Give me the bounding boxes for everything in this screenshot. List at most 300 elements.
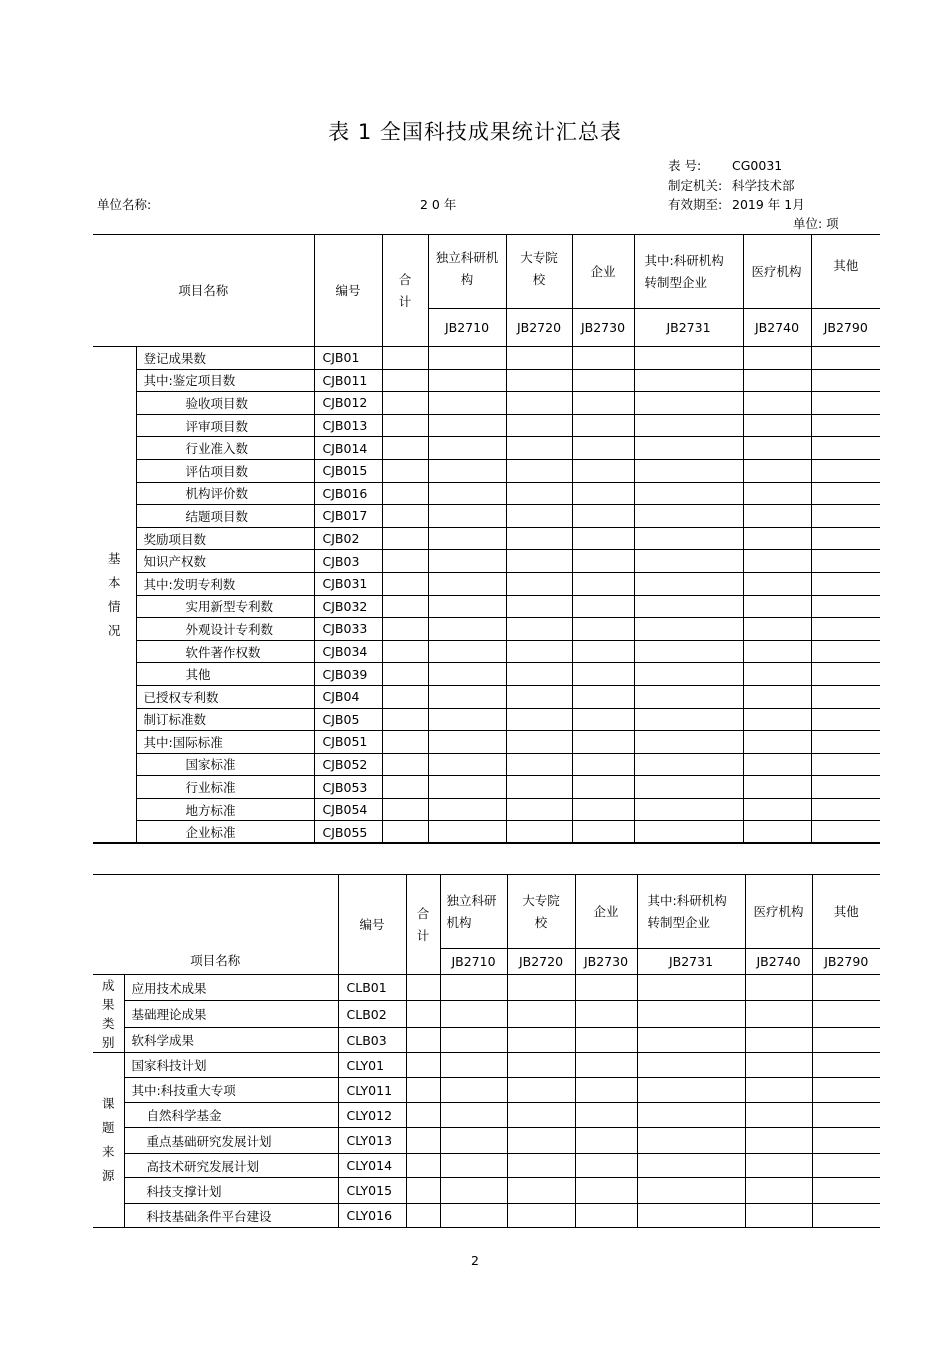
- row-code: CJB012: [314, 392, 382, 415]
- header-enterprise: 企业: [572, 235, 634, 309]
- value-cell[interactable]: [743, 392, 811, 415]
- table-row: [93, 1001, 880, 1028]
- table-row: [93, 776, 880, 799]
- value-cell[interactable]: [634, 776, 743, 799]
- value-cell[interactable]: [440, 1154, 507, 1178]
- value-cell[interactable]: [637, 1078, 745, 1103]
- value-cell[interactable]: [428, 685, 506, 708]
- value-cell[interactable]: [812, 1028, 880, 1053]
- value-cell[interactable]: [634, 482, 743, 505]
- value-cell[interactable]: [382, 595, 428, 618]
- value-cell[interactable]: [440, 1028, 507, 1053]
- value-cell[interactable]: [507, 1053, 575, 1078]
- row-item-name: 科技基础条件平台建设: [124, 1204, 338, 1228]
- value-cell[interactable]: [811, 572, 880, 595]
- value-cell[interactable]: [382, 459, 428, 482]
- value-cell[interactable]: [743, 595, 811, 618]
- value-cell[interactable]: [572, 527, 634, 550]
- value-cell[interactable]: [382, 437, 428, 460]
- value-cell[interactable]: [428, 572, 506, 595]
- value-cell[interactable]: [428, 347, 506, 370]
- value-cell[interactable]: [440, 1178, 507, 1204]
- table-row: [93, 1128, 880, 1154]
- value-cell[interactable]: [406, 1028, 440, 1053]
- row-item-name: 企业标准: [136, 821, 314, 844]
- value-cell[interactable]: [506, 414, 572, 437]
- value-cell[interactable]: [812, 1128, 880, 1154]
- value-cell[interactable]: [745, 1103, 812, 1128]
- value-cell[interactable]: [634, 708, 743, 731]
- value-cell[interactable]: [572, 482, 634, 505]
- value-cell[interactable]: [634, 550, 743, 573]
- authority-label: 制定机关:: [668, 178, 723, 193]
- value-cell[interactable]: [506, 392, 572, 415]
- row-item-name: 已授权专利数: [136, 685, 314, 708]
- value-cell[interactable]: [575, 1103, 637, 1128]
- value-cell[interactable]: [637, 1204, 745, 1228]
- value-cell[interactable]: [507, 1154, 575, 1178]
- table-row: [93, 640, 880, 663]
- value-cell[interactable]: [637, 1028, 745, 1053]
- table-row: [93, 437, 880, 460]
- table-row: [93, 1204, 880, 1228]
- row-item-name: 验收项目数: [136, 392, 314, 415]
- value-cell[interactable]: [382, 550, 428, 573]
- value-cell[interactable]: [382, 392, 428, 415]
- value-cell[interactable]: [428, 459, 506, 482]
- group-label-basic: 基本情况: [93, 347, 136, 844]
- row-item-name: 国家科技计划: [124, 1053, 338, 1078]
- value-cell[interactable]: [634, 618, 743, 641]
- row-code: CLY014: [338, 1154, 406, 1178]
- value-cell[interactable]: [743, 527, 811, 550]
- value-cell[interactable]: [634, 347, 743, 370]
- value-cell[interactable]: [428, 618, 506, 641]
- row-item-name: 其中:科技重大专项: [124, 1078, 338, 1103]
- header-institute-2: 独立科研机构: [440, 875, 507, 949]
- value-cell[interactable]: [572, 618, 634, 641]
- value-cell[interactable]: [572, 731, 634, 754]
- value-cell[interactable]: [507, 1178, 575, 1204]
- value-cell[interactable]: [743, 459, 811, 482]
- value-cell[interactable]: [811, 414, 880, 437]
- value-cell[interactable]: [428, 776, 506, 799]
- header-total: 合计: [382, 235, 428, 347]
- value-cell[interactable]: [382, 708, 428, 731]
- value-cell[interactable]: [428, 392, 506, 415]
- value-cell[interactable]: [440, 975, 507, 1001]
- value-cell[interactable]: [507, 1128, 575, 1154]
- valid-until: [668, 195, 805, 213]
- value-cell[interactable]: [812, 1178, 880, 1204]
- authority: [668, 176, 795, 194]
- value-cell[interactable]: [634, 572, 743, 595]
- value-cell[interactable]: [506, 550, 572, 573]
- valid-label: 有效期至:: [668, 197, 723, 212]
- row-item-name: 其中:国际标准: [136, 731, 314, 754]
- value-cell[interactable]: [637, 1128, 745, 1154]
- row-item-name: 其他: [136, 663, 314, 686]
- value-cell[interactable]: [812, 975, 880, 1001]
- header-item-name: 项目名称: [93, 235, 314, 347]
- header-medical-2: 医疗机构: [745, 875, 812, 949]
- value-cell[interactable]: [382, 369, 428, 392]
- value-cell[interactable]: [506, 347, 572, 370]
- page-number: 2: [471, 1253, 479, 1268]
- value-cell[interactable]: [743, 663, 811, 686]
- row-code: CJB055: [314, 821, 382, 844]
- value-cell[interactable]: [637, 1154, 745, 1178]
- value-cell[interactable]: [743, 618, 811, 641]
- value-cell[interactable]: [811, 821, 880, 844]
- row-code: CJB013: [314, 414, 382, 437]
- value-cell[interactable]: [382, 663, 428, 686]
- value-cell[interactable]: [382, 731, 428, 754]
- value-cell[interactable]: [743, 414, 811, 437]
- value-cell[interactable]: [811, 505, 880, 528]
- row-code: CLY013: [338, 1128, 406, 1154]
- value-cell[interactable]: [575, 1178, 637, 1204]
- value-cell[interactable]: [575, 1128, 637, 1154]
- value-cell[interactable]: [506, 595, 572, 618]
- value-cell[interactable]: [811, 550, 880, 573]
- value-cell[interactable]: [812, 1053, 880, 1078]
- value-cell[interactable]: [406, 1178, 440, 1204]
- value-cell[interactable]: [743, 753, 811, 776]
- value-cell[interactable]: [812, 1078, 880, 1103]
- value-cell[interactable]: [406, 1128, 440, 1154]
- table-row: [93, 414, 880, 437]
- table-row: [93, 527, 880, 550]
- value-cell[interactable]: [745, 975, 812, 1001]
- value-cell[interactable]: [811, 392, 880, 415]
- value-cell[interactable]: [506, 482, 572, 505]
- value-cell[interactable]: [634, 798, 743, 821]
- value-cell[interactable]: [382, 798, 428, 821]
- value-cell[interactable]: [506, 753, 572, 776]
- value-cell[interactable]: [440, 1053, 507, 1078]
- value-cell[interactable]: [572, 572, 634, 595]
- value-cell[interactable]: [812, 1154, 880, 1178]
- value-cell[interactable]: [811, 437, 880, 460]
- value-cell[interactable]: [506, 437, 572, 460]
- row-code: CJB01: [314, 347, 382, 370]
- value-cell[interactable]: [572, 595, 634, 618]
- value-cell[interactable]: [382, 618, 428, 641]
- value-cell[interactable]: [575, 975, 637, 1001]
- table-row: [93, 482, 880, 505]
- value-cell[interactable]: [572, 821, 634, 844]
- value-cell[interactable]: [812, 1103, 880, 1128]
- value-cell[interactable]: [406, 1078, 440, 1103]
- value-cell[interactable]: [428, 640, 506, 663]
- row-code: CLY011: [338, 1078, 406, 1103]
- table-row: [93, 708, 880, 731]
- value-cell[interactable]: [440, 1204, 507, 1228]
- table-row: [93, 663, 880, 686]
- value-cell[interactable]: [743, 505, 811, 528]
- value-cell[interactable]: [440, 1078, 507, 1103]
- row-code: CJB016: [314, 482, 382, 505]
- value-cell[interactable]: [634, 505, 743, 528]
- value-cell[interactable]: [743, 685, 811, 708]
- value-cell[interactable]: [634, 437, 743, 460]
- value-cell[interactable]: [811, 685, 880, 708]
- value-cell[interactable]: [743, 369, 811, 392]
- value-cell[interactable]: [637, 1001, 745, 1028]
- value-cell[interactable]: [811, 663, 880, 686]
- value-cell[interactable]: [745, 1128, 812, 1154]
- value-cell[interactable]: [745, 1204, 812, 1228]
- value-cell[interactable]: [811, 708, 880, 731]
- value-cell[interactable]: [634, 685, 743, 708]
- header-college-2: 大专院校: [507, 875, 575, 949]
- row-code: CJB015: [314, 459, 382, 482]
- value-cell[interactable]: [428, 550, 506, 573]
- value-cell[interactable]: [745, 1053, 812, 1078]
- table-row: [93, 975, 880, 1001]
- row-item-name: 登记成果数: [136, 347, 314, 370]
- value-cell[interactable]: [572, 663, 634, 686]
- value-cell[interactable]: [743, 640, 811, 663]
- value-cell[interactable]: [506, 731, 572, 754]
- row-code: CJB051: [314, 731, 382, 754]
- value-cell[interactable]: [428, 663, 506, 686]
- value-cell[interactable]: [634, 459, 743, 482]
- value-cell[interactable]: [745, 1154, 812, 1178]
- value-cell[interactable]: [406, 1103, 440, 1128]
- value-cell[interactable]: [572, 505, 634, 528]
- value-cell[interactable]: [506, 527, 572, 550]
- value-cell[interactable]: [506, 663, 572, 686]
- value-cell[interactable]: [382, 640, 428, 663]
- value-cell[interactable]: [745, 1178, 812, 1204]
- value-cell[interactable]: [506, 572, 572, 595]
- value-cell[interactable]: [811, 776, 880, 799]
- row-code: CJB033: [314, 618, 382, 641]
- value-cell[interactable]: [575, 1204, 637, 1228]
- value-cell[interactable]: [634, 663, 743, 686]
- value-cell[interactable]: [811, 753, 880, 776]
- value-cell[interactable]: [572, 753, 634, 776]
- value-cell[interactable]: [743, 821, 811, 844]
- value-cell[interactable]: [575, 1078, 637, 1103]
- value-cell[interactable]: [382, 776, 428, 799]
- value-cell[interactable]: [428, 731, 506, 754]
- value-cell[interactable]: [637, 1103, 745, 1128]
- value-cell[interactable]: [811, 347, 880, 370]
- summary-table-category: [93, 874, 880, 1228]
- value-cell[interactable]: [811, 527, 880, 550]
- value-cell[interactable]: [634, 821, 743, 844]
- row-item-name: 知识产权数: [136, 550, 314, 573]
- value-cell[interactable]: [634, 731, 743, 754]
- value-cell[interactable]: [382, 347, 428, 370]
- value-cell[interactable]: [440, 1128, 507, 1154]
- value-cell[interactable]: [743, 437, 811, 460]
- value-cell[interactable]: [507, 1028, 575, 1053]
- value-cell[interactable]: [572, 685, 634, 708]
- value-cell[interactable]: [428, 482, 506, 505]
- value-cell[interactable]: [382, 482, 428, 505]
- value-cell[interactable]: [743, 347, 811, 370]
- header-other: 其他: [811, 235, 880, 309]
- value-cell[interactable]: [428, 527, 506, 550]
- value-cell[interactable]: [406, 1001, 440, 1028]
- value-cell[interactable]: [428, 753, 506, 776]
- row-item-name: 结题项目数: [136, 505, 314, 528]
- row-item-name: 科技支撑计划: [124, 1178, 338, 1204]
- value-cell[interactable]: [428, 708, 506, 731]
- row-item-name: 行业标准: [136, 776, 314, 799]
- row-code: CLB01: [338, 975, 406, 1001]
- value-cell[interactable]: [440, 1103, 507, 1128]
- value-cell[interactable]: [575, 1001, 637, 1028]
- value-cell[interactable]: [743, 572, 811, 595]
- value-cell[interactable]: [634, 392, 743, 415]
- table-row: [93, 369, 880, 392]
- value-cell[interactable]: [575, 1053, 637, 1078]
- value-cell[interactable]: [637, 1053, 745, 1078]
- value-cell[interactable]: [745, 1028, 812, 1053]
- header-enterprise-2: 企业: [575, 875, 637, 949]
- value-cell[interactable]: [634, 527, 743, 550]
- value-cell[interactable]: [382, 572, 428, 595]
- table-row: [93, 1053, 880, 1078]
- value-cell[interactable]: [811, 459, 880, 482]
- row-code: CJB034: [314, 640, 382, 663]
- value-cell[interactable]: [507, 1204, 575, 1228]
- value-cell[interactable]: [382, 685, 428, 708]
- value-cell[interactable]: [382, 505, 428, 528]
- value-cell[interactable]: [812, 1001, 880, 1028]
- row-code: CJB054: [314, 798, 382, 821]
- value-cell[interactable]: [428, 414, 506, 437]
- code-jb2710: JB2710: [428, 309, 506, 347]
- value-cell[interactable]: [811, 640, 880, 663]
- value-cell[interactable]: [572, 414, 634, 437]
- value-cell[interactable]: [406, 975, 440, 1001]
- value-cell[interactable]: [506, 821, 572, 844]
- value-cell[interactable]: [572, 798, 634, 821]
- value-cell[interactable]: [575, 1154, 637, 1178]
- table-row: [93, 798, 880, 821]
- row-item-name: 奖励项目数: [136, 527, 314, 550]
- value-cell[interactable]: [382, 821, 428, 844]
- code-jb2730: JB2730: [572, 309, 634, 347]
- value-cell[interactable]: [507, 975, 575, 1001]
- value-cell[interactable]: [745, 1078, 812, 1103]
- row-code: CLY01: [338, 1053, 406, 1078]
- value-cell[interactable]: [507, 1103, 575, 1128]
- value-cell[interactable]: [634, 640, 743, 663]
- value-cell[interactable]: [428, 595, 506, 618]
- header-converted-2: 其中:科研机构转制型企业: [637, 875, 745, 949]
- value-cell[interactable]: [811, 482, 880, 505]
- value-cell[interactable]: [743, 550, 811, 573]
- value-cell[interactable]: [382, 414, 428, 437]
- value-cell[interactable]: [637, 1178, 745, 1204]
- value-cell[interactable]: [572, 392, 634, 415]
- value-cell[interactable]: [506, 685, 572, 708]
- value-cell[interactable]: [634, 414, 743, 437]
- value-cell[interactable]: [572, 459, 634, 482]
- value-cell[interactable]: [428, 821, 506, 844]
- table-row: [93, 505, 880, 528]
- value-cell[interactable]: [811, 731, 880, 754]
- value-cell[interactable]: [811, 595, 880, 618]
- value-cell[interactable]: [743, 731, 811, 754]
- value-cell[interactable]: [428, 437, 506, 460]
- value-cell[interactable]: [743, 482, 811, 505]
- value-cell[interactable]: [575, 1028, 637, 1053]
- value-cell[interactable]: [572, 347, 634, 370]
- header-item-name-2: 项目名称: [93, 875, 338, 975]
- value-cell[interactable]: [743, 776, 811, 799]
- value-cell[interactable]: [428, 505, 506, 528]
- value-cell[interactable]: [507, 1001, 575, 1028]
- value-cell[interactable]: [506, 505, 572, 528]
- row-item-name: 其中:发明专利数: [136, 572, 314, 595]
- value-cell[interactable]: [743, 798, 811, 821]
- value-cell[interactable]: [440, 1001, 507, 1028]
- code-jb2790: JB2790: [811, 309, 880, 347]
- header-code-2: 编号: [338, 875, 406, 975]
- value-cell[interactable]: [382, 753, 428, 776]
- value-cell[interactable]: [506, 708, 572, 731]
- value-cell[interactable]: [634, 369, 743, 392]
- value-cell[interactable]: [637, 975, 745, 1001]
- value-cell[interactable]: [428, 798, 506, 821]
- value-cell[interactable]: [506, 459, 572, 482]
- value-cell[interactable]: [507, 1078, 575, 1103]
- header-code: 编号: [314, 235, 382, 347]
- value-cell[interactable]: [506, 640, 572, 663]
- value-cell[interactable]: [572, 640, 634, 663]
- value-cell[interactable]: [428, 369, 506, 392]
- value-cell[interactable]: [382, 527, 428, 550]
- summary-table-basic: [93, 234, 880, 844]
- value-cell[interactable]: [811, 369, 880, 392]
- value-cell[interactable]: [634, 595, 743, 618]
- row-item-name: 实用新型专利数: [136, 595, 314, 618]
- value-cell[interactable]: [811, 798, 880, 821]
- row-item-name: 基础理论成果: [124, 1001, 338, 1028]
- value-cell[interactable]: [572, 708, 634, 731]
- value-cell[interactable]: [506, 369, 572, 392]
- table-row: [93, 1078, 880, 1103]
- row-item-name: 制订标准数: [136, 708, 314, 731]
- value-cell[interactable]: [634, 753, 743, 776]
- value-cell[interactable]: [811, 618, 880, 641]
- value-cell[interactable]: [506, 618, 572, 641]
- value-cell[interactable]: [406, 1204, 440, 1228]
- value-cell[interactable]: [572, 776, 634, 799]
- unit-label: 单位: 项: [793, 216, 839, 231]
- value-cell[interactable]: [506, 776, 572, 799]
- value-cell[interactable]: [406, 1154, 440, 1178]
- table-row: [93, 685, 880, 708]
- value-cell[interactable]: [745, 1001, 812, 1028]
- value-cell[interactable]: [572, 437, 634, 460]
- value-cell[interactable]: [572, 550, 634, 573]
- value-cell[interactable]: [506, 798, 572, 821]
- row-item-name: 软件著作权数: [136, 640, 314, 663]
- value-cell[interactable]: [572, 369, 634, 392]
- value-cell[interactable]: [812, 1204, 880, 1228]
- value-cell[interactable]: [406, 1053, 440, 1078]
- value-cell[interactable]: [743, 708, 811, 731]
